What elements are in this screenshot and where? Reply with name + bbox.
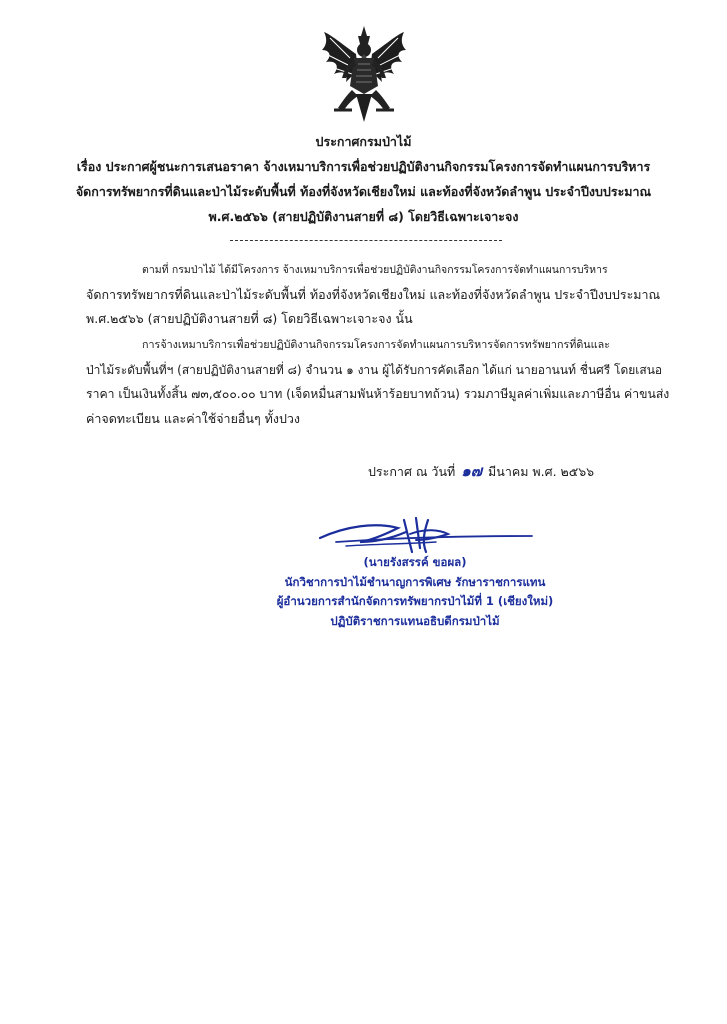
body-paragraph-2 [86, 333, 671, 431]
subject-line: จัดการทรัพยากรที่ดินและป่าไม้ระดับพื้นที่ ท้องที่จังหวัดเชียงใหม่ และท้องที่จังหวัดลำพูน ประจำปีงบประมาณ [75, 184, 652, 199]
dashed-divider [230, 240, 502, 241]
paragraph-line: ตามที่ กรมป่าไม้ ได้มีโครงการ จ้างเหมาบริการเพื่อช่วยปฏิบัติงานกิจกรรมโครงการจัดทำแผนการบริหาร [142, 264, 608, 276]
date-prefix: ประกาศ ณ วันที่ [368, 464, 456, 479]
body-paragraph-1 [86, 258, 671, 332]
announcement-date [368, 460, 594, 483]
paragraph-line: ค่าจดทะเบียน และค่าใช้จ่ายอื่นๆ ทั้งปวง [86, 410, 301, 426]
paragraph-line: การจ้างเหมาบริการเพื่อช่วยปฏิบัติงานกิจกรรมโครงการจัดทำแผนการบริหารจัดการทรัพยากรที่ดินและ [142, 338, 610, 351]
signer-name: (นายรังสรรค์ ขอผล) [363, 555, 467, 569]
signer-block [250, 553, 580, 631]
paragraph-line: ราคา เป็นเงินทั้งสิ้น ๗๓,๕๐๐.๐๐ บาท (เจ็ดหมื่นสามพันห้าร้อยบาทถ้วน) รวมภาษีมูลค่าเพิ่มและภาษีอื่น ค่าขนส่ง [86, 387, 670, 401]
announcement-title: ประกาศกรมป่าไม้ [315, 134, 412, 149]
signer-position: นักวิชาการป่าไม้ชำนาญการพิเศษ รักษาราชการแทน [284, 574, 546, 589]
subject-line: พ.ศ.๒๕๖๖ (สายปฏิบัติงานสายที่ ๘) โดยวิธีเฉพาะเจาะจง [208, 209, 519, 224]
paragraph-line: พ.ศ.๒๕๖๖ (สายปฏิบัติงานสายที่ ๘) โดยวิธีเฉพาะเจาะจง นั้น [86, 311, 413, 326]
signer-acting: ปฏิบัติราชการแทนอธิบดีกรมป่าไม้ [330, 613, 500, 628]
announcement-subject [70, 154, 657, 229]
paragraph-line: ป่าไม้ระดับพื้นที่ฯ (สายปฏิบัติงานสายที่ ๘) จำนวน ๑ งาน ผู้ได้รับการคัดเลือก ได้แก่ นายอานนท์ ชื่นศรี โดยเสนอ [86, 362, 663, 377]
signature-image [316, 512, 536, 558]
date-day: ๑๗ [461, 462, 483, 480]
garuda-emblem-icon [316, 24, 412, 124]
paragraph-line: จัดการทรัพยากรที่ดินและป่าไม้ระดับพื้นที่ ท้องที่จังหวัดเชียงใหม่ และท้องที่จังหวัดลำพูน ประจำปีงบประมาณ [86, 286, 661, 302]
subject-line: เรื่อง ประกาศผู้ชนะการเสนอราคา จ้างเหมาบริการเพื่อช่วยปฏิบัติงานกิจกรรมโครงการจัดทำแผนการบริหาร [76, 159, 651, 174]
signer-office: ผู้อำนวยการสำนักจัดการทรัพยากรป่าไม้ที่ 1 (เชียงใหม่) [276, 594, 554, 608]
date-suffix: มีนาคม พ.ศ. ๒๕๖๖ [488, 464, 595, 479]
